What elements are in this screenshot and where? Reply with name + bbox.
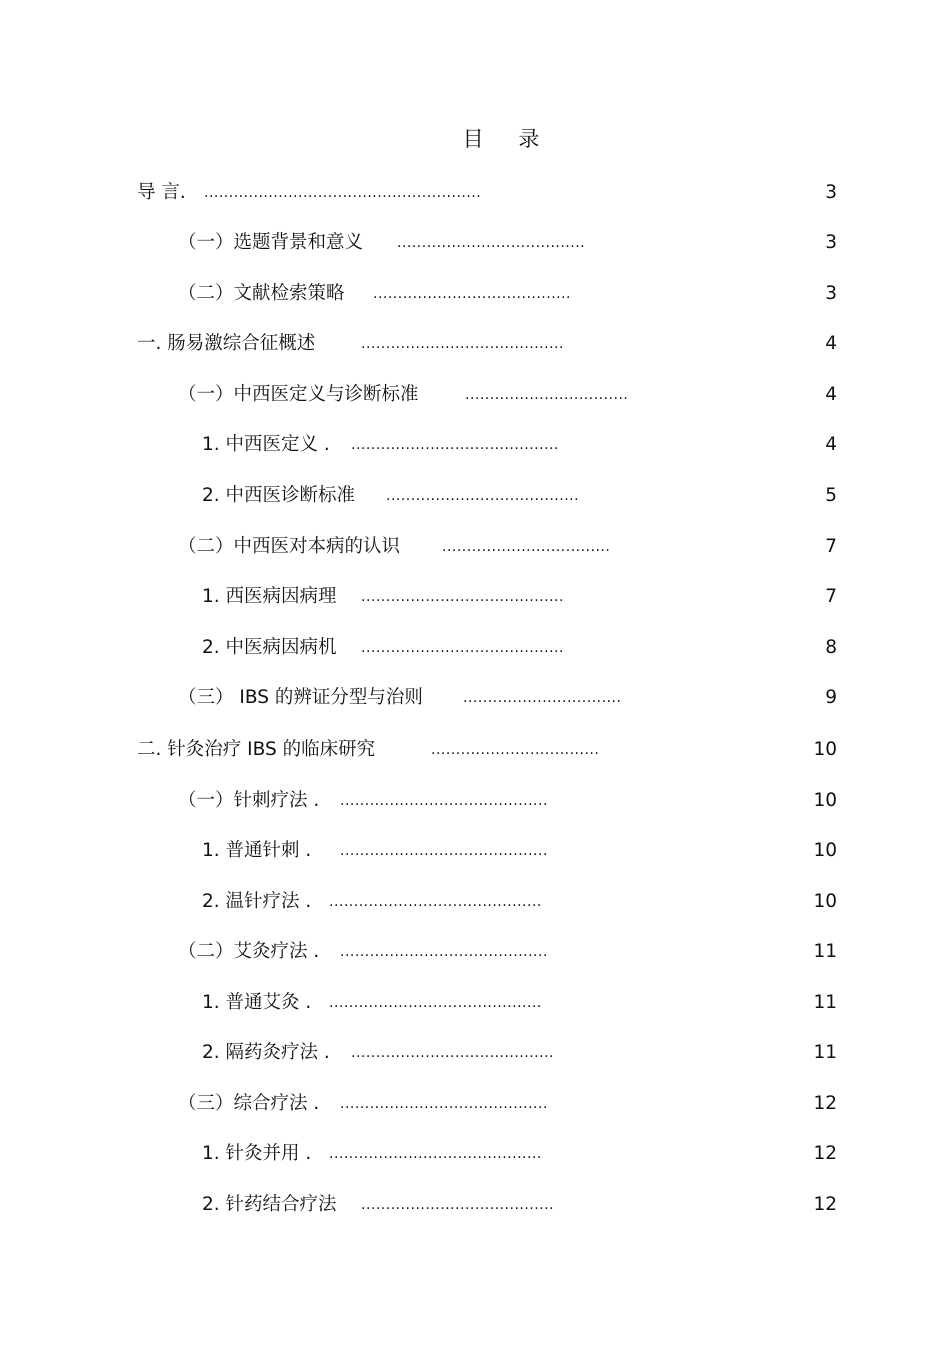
toc-entry-text: （二）文献检索策略 xyxy=(178,283,345,304)
toc-page-number: 8 xyxy=(825,637,837,658)
toc-entry xyxy=(0,378,950,412)
toc-leader-dots: .......................................... xyxy=(340,793,548,809)
toc-leader-dots: .......................................... xyxy=(351,437,559,453)
toc-leader-dots: ................................ xyxy=(463,690,622,706)
toc-entry xyxy=(0,530,950,564)
toc-entry-text: （二）中西医对本病的认识 xyxy=(178,536,401,557)
toc-entry xyxy=(0,784,950,818)
toc-page-number: 11 xyxy=(813,1042,837,1063)
toc-page-number: 7 xyxy=(825,536,837,557)
toc-entry-text: （一）中西医定义与诊断标准 xyxy=(178,384,419,405)
toc-entry-text: 1. 西医病因病理 xyxy=(202,586,337,607)
toc-leader-dots: ........................................... xyxy=(329,995,542,1011)
toc-entry-text: （一）针刺疗法 . xyxy=(178,790,320,811)
toc-page-number: 12 xyxy=(813,1093,837,1114)
toc-entry-text: 2. 温针疗法 . xyxy=(202,891,312,912)
toc-entry-text: 1. 针灸并用 . xyxy=(202,1143,312,1164)
toc-leader-dots: ....................................... xyxy=(361,1197,555,1213)
toc-page-number: 7 xyxy=(825,586,837,607)
toc-entry xyxy=(0,1137,950,1171)
toc-page-number: 11 xyxy=(813,941,837,962)
toc-entry xyxy=(0,681,950,715)
toc-entry-text: 一. 肠易激综合征概述 xyxy=(137,333,316,354)
toc-leader-dots: ......................................... xyxy=(361,640,564,656)
toc-entry xyxy=(0,733,950,767)
toc-page-number: 12 xyxy=(813,1194,837,1215)
toc-leader-dots: ........................................ xyxy=(373,286,572,302)
toc-leader-dots: ........................................... xyxy=(329,894,542,910)
toc-page-number: 4 xyxy=(825,333,837,354)
toc-leader-dots: .......................................... xyxy=(340,944,548,960)
toc-entry-text: 2. 隔药灸疗法 . xyxy=(202,1042,330,1063)
toc-page-number: 11 xyxy=(813,992,837,1013)
toc-entry xyxy=(0,885,950,919)
toc-entry xyxy=(0,176,950,210)
toc-page-number: 10 xyxy=(813,840,837,861)
toc-leader-dots: ........................................... xyxy=(329,1146,542,1162)
toc-title: 目 录 xyxy=(462,127,554,151)
toc-entry-text: （三）综合疗法 . xyxy=(178,1093,320,1114)
toc-entry xyxy=(0,1087,950,1121)
toc-entry-text: 1. 中西医定义 . xyxy=(202,434,330,455)
toc-entry xyxy=(0,935,950,969)
toc-page-number: 4 xyxy=(825,384,837,405)
toc-entry-text: 二. 针灸治疗 IBS 的临床研究 xyxy=(137,739,376,760)
toc-page-number: 10 xyxy=(813,891,837,912)
toc-entry xyxy=(0,834,950,868)
toc-leader-dots: ......................................... xyxy=(351,1045,554,1061)
toc-entry xyxy=(0,986,950,1020)
toc-entry-text: 1. 普通针刺 . xyxy=(202,840,312,861)
toc-leader-dots: .......................................... xyxy=(340,843,548,859)
toc-entry-text: 1. 普通艾灸 . xyxy=(202,992,312,1013)
toc-entry-text: 2. 中西医诊断标准 xyxy=(202,485,356,506)
toc-entry xyxy=(0,631,950,665)
toc-entry xyxy=(0,327,950,361)
toc-page-number: 10 xyxy=(813,739,837,760)
toc-leader-dots: ................................. xyxy=(465,387,629,403)
toc-entry xyxy=(0,1036,950,1070)
toc-leader-dots: ....................................... xyxy=(386,488,580,504)
toc-leader-dots: ...................................... xyxy=(397,235,586,251)
toc-entry-text: 2. 针药结合疗法 xyxy=(202,1194,337,1215)
toc-leader-dots: ......................................... xyxy=(361,589,564,605)
toc-leader-dots: .................................. xyxy=(442,539,611,555)
toc-page-number: 5 xyxy=(825,485,837,506)
toc-entry xyxy=(0,580,950,614)
toc-leader-dots: .......................................... xyxy=(340,1096,548,1112)
toc-entry-text: （三） IBS 的辨证分型与治则 xyxy=(178,687,423,708)
toc-page-number: 10 xyxy=(813,790,837,811)
toc-page-number: 3 xyxy=(825,283,837,304)
toc-entry-text: （一）选题背景和意义 xyxy=(178,232,364,253)
toc-entry xyxy=(0,1188,950,1222)
toc-entry xyxy=(0,226,950,260)
toc-leader-dots: ......................................... xyxy=(361,336,564,352)
toc-entry xyxy=(0,479,950,513)
toc-page-number: 12 xyxy=(813,1143,837,1164)
toc-page-number: 3 xyxy=(825,232,837,253)
toc-leader-dots: ........................................................ xyxy=(204,185,482,201)
toc-leader-dots: .................................. xyxy=(431,742,600,758)
toc-page-number: 3 xyxy=(825,182,837,203)
toc-entry-text: 导 言. xyxy=(137,182,186,203)
toc-page-number: 9 xyxy=(825,687,837,708)
toc-entry xyxy=(0,428,950,462)
toc-page-number: 4 xyxy=(825,434,837,455)
toc-entry-text: （二）艾灸疗法 . xyxy=(178,941,320,962)
toc-entry xyxy=(0,277,950,311)
toc-entry-text: 2. 中医病因病机 xyxy=(202,637,337,658)
